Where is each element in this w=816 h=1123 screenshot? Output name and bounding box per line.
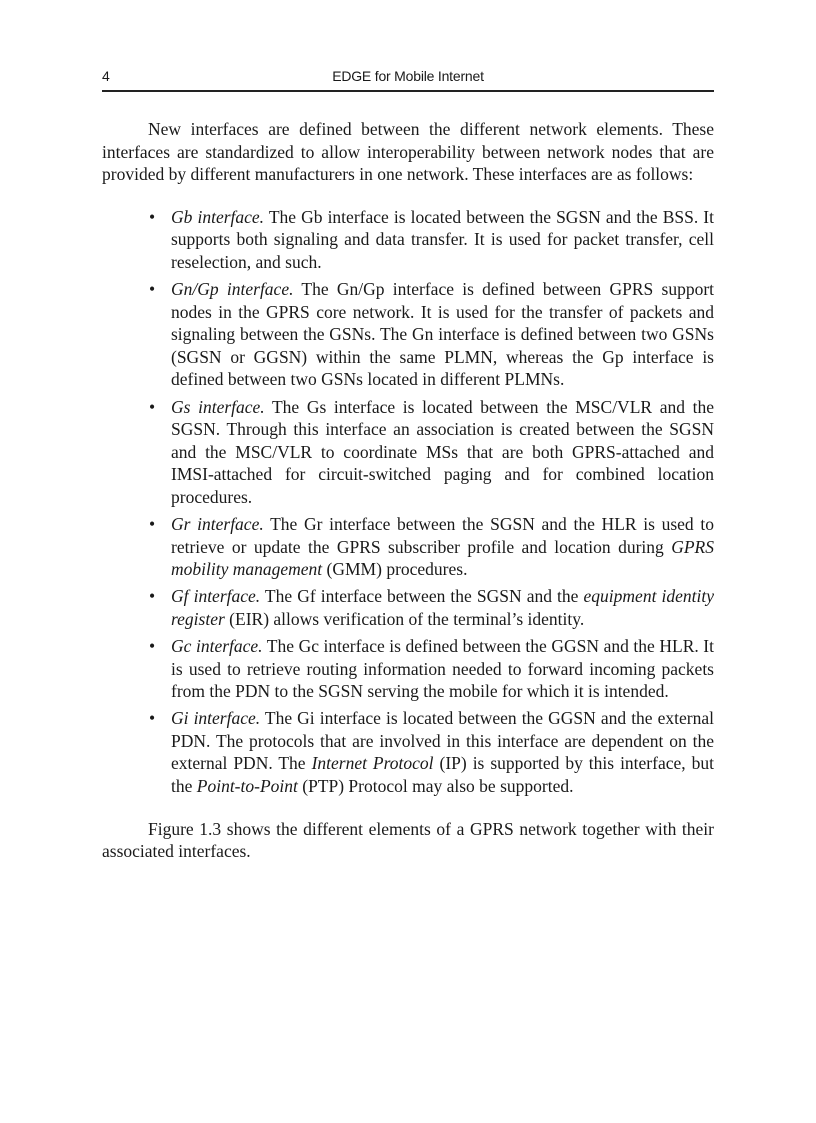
list-item [149, 278, 715, 391]
list-item [149, 513, 714, 581]
interface-term: Gc interface. [171, 635, 263, 656]
bullet-icon: • [149, 279, 156, 300]
bullet-icon: • [149, 586, 156, 607]
list-item [149, 707, 714, 797]
closing-paragraph: Figure 1.3 shows the different elements of a GPRS network together with their associated interfaces. [102, 818, 714, 862]
list-item [149, 206, 714, 274]
running-title: EDGE for Mobile Internet [332, 68, 484, 84]
item-text: The Gs interface is located between the MSC/VLR and the SGSN. Through this interface an association is created between the SGSN and the MSC/VLR to coordinate MSs that are both GPRS-attached and IMSI-attached for circuit-switched paging and for combined location procedures. [171, 396, 714, 507]
bullet-icon: • [149, 396, 156, 417]
item-text: (GMM) procedures. [322, 559, 468, 580]
intro-paragraph: New interfaces are defined between the different network elements. These interfaces are standardized to allow interoperability between network nodes that are provided by different manufacturers in one network. These interfaces are as follows: [102, 119, 714, 185]
interface-term: Gi interface. [171, 708, 261, 729]
item-text: (PTP) Protocol may also be supported. [297, 776, 574, 797]
item-text: The Gn/Gp interface is defined between GPRS support nodes in the GPRS core network. It is used for the transfer of packets and signaling between the GSNs. The Gn interface is defined between two GSNs (SGSN or GGSN) within the same PLMN, whereas the Gp interface is defined between two GSNs located in different PLMNs. [171, 279, 715, 390]
item-text: The Gc interface is defined between the GGSN and the HLR. It is used to retrieve routing information needed to forward incoming packets from the PDN to the SGSN serving the mobile for which it is intended. [171, 635, 714, 702]
page-body [102, 118, 714, 863]
bullet-icon: • [149, 708, 156, 729]
interface-list [102, 206, 714, 798]
list-item [149, 585, 714, 630]
emphasized-text: equipment identity register [171, 586, 714, 629]
item-text: The Gb interface is located between the SGSN and the BSS. It supports both signaling and data transfer. It is used for packet transfer, cell reselection, and such. [171, 206, 714, 272]
list-item [149, 396, 714, 509]
header-rule [102, 90, 714, 92]
running-header [102, 66, 714, 88]
item-text: (IP) is supported by this interface, but the [171, 753, 714, 797]
bullet-icon: • [149, 206, 156, 227]
bullet-icon: • [149, 514, 156, 534]
item-text: The Gi interface is located between the GGSN and the external PDN. The protocols that are involved in this interface are dependent on the external PDN. The [171, 708, 714, 774]
item-text: (EIR) allows verification of the terminal’s identity. [224, 608, 585, 629]
emphasized-text: Point-to-Point [196, 776, 298, 797]
bullet-icon: • [149, 635, 156, 656]
list-item [149, 635, 714, 703]
item-text: The Gf interface between the SGSN and the [260, 586, 584, 607]
page-number: 4 [102, 68, 110, 84]
item-text: The Gr interface between the SGSN and the HLR is used to retrieve or update the GPRS subscriber profile and location during [171, 514, 714, 557]
interface-term: Gn/Gp interface. [171, 279, 294, 300]
interface-term: Gf interface. [171, 586, 261, 607]
interface-term: Gs interface. [171, 396, 265, 417]
interface-term: Gr interface. [171, 514, 264, 534]
emphasized-text: GPRS mobility management [171, 536, 714, 580]
emphasized-text: Internet Protocol [311, 753, 434, 774]
interface-term: Gb interface. [171, 206, 265, 227]
